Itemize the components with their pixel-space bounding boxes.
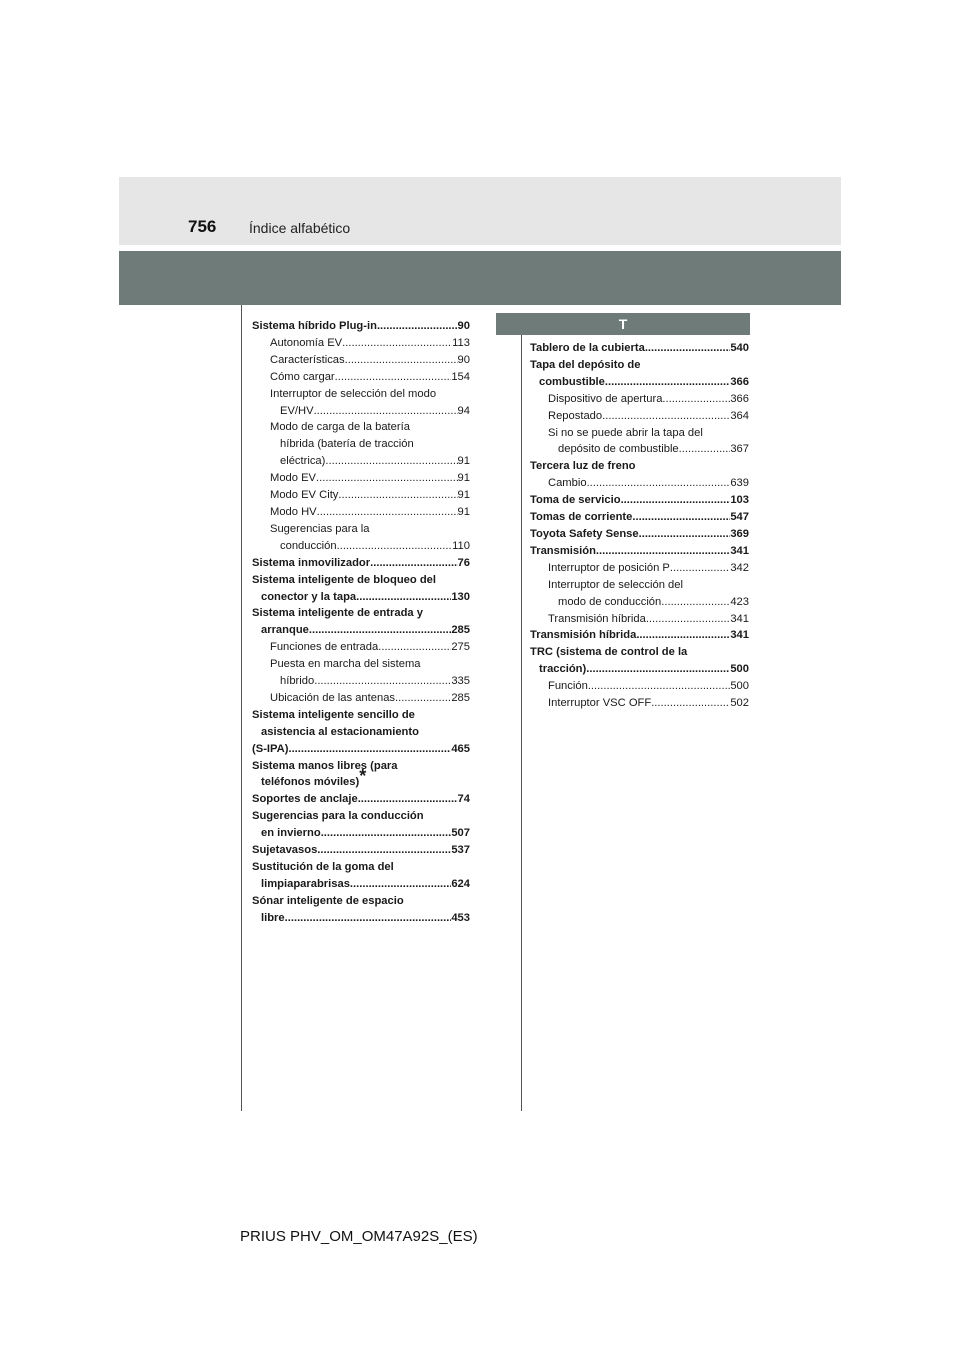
index-entry: Soportes de anclaje ..... 74 bbox=[252, 791, 470, 808]
index-subentry-text: Interruptor de selección del bbox=[548, 578, 683, 591]
column-divider-right bbox=[521, 335, 522, 1111]
index-subentry: EV/HV ..... 94 bbox=[252, 403, 470, 420]
index-entry: Toma de servicio ..... 103 bbox=[530, 492, 749, 509]
index-entry: Tomas de corriente ..... 547 bbox=[530, 509, 749, 526]
index-subentry: Funciones de entrada ..... 275 bbox=[252, 639, 470, 656]
index-entry-text: Sugerencias para la conducción bbox=[252, 810, 424, 823]
index-subentry: Transmisión híbrida ..... 341 bbox=[530, 611, 749, 628]
header-dark-band bbox=[119, 251, 841, 305]
index-entry: Transmisión ..... 341 bbox=[530, 543, 749, 560]
index-entry: Tablero de la cubierta ..... 540 bbox=[530, 340, 749, 357]
index-subentry: Modo EV ..... 91 bbox=[252, 470, 470, 487]
index-subentry: conducción ..... 110 bbox=[252, 538, 470, 555]
index-entry: Sistema inmovilizador ..... 76 bbox=[252, 555, 470, 572]
index-entry-text: TRC (sistema de control de la bbox=[530, 646, 688, 659]
index-entry: (S-IPA) ..... 465 bbox=[252, 741, 470, 758]
index-column-left bbox=[252, 318, 470, 927]
index-subentry: Interruptor VSC OFF ..... 502 bbox=[530, 695, 749, 712]
index-subentry: Cómo cargar ..... 154 bbox=[252, 369, 470, 386]
index-entry: Toyota Safety Sense ..... 369 bbox=[530, 526, 749, 543]
index-entry: conector y la tapa ..... 130 bbox=[252, 589, 470, 606]
index-subentry: Ubicación de las antenas ..... 285 bbox=[252, 690, 470, 707]
index-entry-text: asistencia al estacionamiento bbox=[261, 725, 419, 738]
section-title: Índice alfabético bbox=[249, 220, 351, 236]
footer-document-code: PRIUS PHV_OM_OM47A92S_(ES) bbox=[240, 1228, 478, 1245]
index-subentry: Modo EV City ..... 91 bbox=[252, 487, 470, 504]
index-subentry: modo de conducción ..... 423 bbox=[530, 594, 749, 611]
index-entry: limpiaparabrisas ..... 624 bbox=[252, 876, 470, 893]
index-entry-text: Sistema manos libres (para bbox=[252, 759, 398, 772]
index-entry-text: teléfonos móviles)* bbox=[261, 766, 367, 789]
index-subentry-text: Puesta en marcha del sistema bbox=[270, 658, 421, 671]
index-entry: libre ..... 453 bbox=[252, 910, 470, 927]
letter-heading-t: T bbox=[496, 313, 750, 335]
index-entry-text: Sistema inteligente sencillo de bbox=[252, 708, 415, 721]
index-subentry-text: Interruptor de selección del modo bbox=[270, 387, 437, 400]
index-entry: Sujetavasos ..... 537 bbox=[252, 842, 470, 859]
index-entry-text: Tercera luz de freno bbox=[530, 460, 636, 473]
index-subentry: Modo HV ..... 91 bbox=[252, 504, 470, 521]
index-subentry: depósito de combustible ..... 367 bbox=[530, 441, 749, 458]
index-subentry: Función ..... 500 bbox=[530, 678, 749, 695]
index-column-right bbox=[530, 340, 749, 712]
index-entry: Sistema híbrido Plug-in ..... 90 bbox=[252, 318, 470, 335]
index-subentry: Características ..... 90 bbox=[252, 352, 470, 369]
index-subentry: Dispositivo de apertura ..... 366 bbox=[530, 391, 749, 408]
column-divider-left bbox=[241, 305, 242, 1111]
index-entry: arranque ..... 285 bbox=[252, 622, 470, 639]
index-entry: combustible ..... 366 bbox=[530, 374, 749, 391]
index-entry-text: Sustitución de la goma del bbox=[252, 861, 394, 873]
index-subentry: Autonomía EV ..... 113 bbox=[252, 335, 470, 352]
index-subentry: eléctrica) ..... 91 bbox=[252, 453, 470, 470]
index-subentry-text: Sugerencias para la bbox=[270, 522, 370, 535]
index-entry-text: Sistema inteligente de bloqueo del bbox=[252, 573, 437, 586]
index-entry-text: Sónar inteligente de espacio bbox=[252, 894, 404, 907]
index-subentry-text: híbrida (batería de tracción bbox=[280, 438, 414, 451]
index-entry: en invierno ..... 507 bbox=[252, 825, 470, 842]
index-subentry-text: Si no se puede abrir la tapa del bbox=[548, 426, 703, 439]
index-entry-text: Tapa del depósito de bbox=[530, 358, 641, 371]
page-number: 756 bbox=[188, 217, 217, 236]
index-subentry: híbrido ..... 335 bbox=[252, 673, 470, 690]
index-entry-text: Sistema inteligente de entrada y bbox=[252, 607, 423, 620]
index-entry: Transmisión híbrida ..... 341 bbox=[530, 627, 749, 644]
index-subentry: Cambio ..... 639 bbox=[530, 475, 749, 492]
asterisk-mark: * bbox=[359, 766, 367, 787]
index-subentry: Repostado ..... 364 bbox=[530, 408, 749, 425]
index-entry: tracción) ..... 500 bbox=[530, 661, 749, 678]
index-subentry: Interruptor de posición P ..... 342 bbox=[530, 560, 749, 577]
index-subentry-text: Modo de carga de la batería bbox=[270, 421, 410, 434]
header-band bbox=[119, 177, 841, 245]
